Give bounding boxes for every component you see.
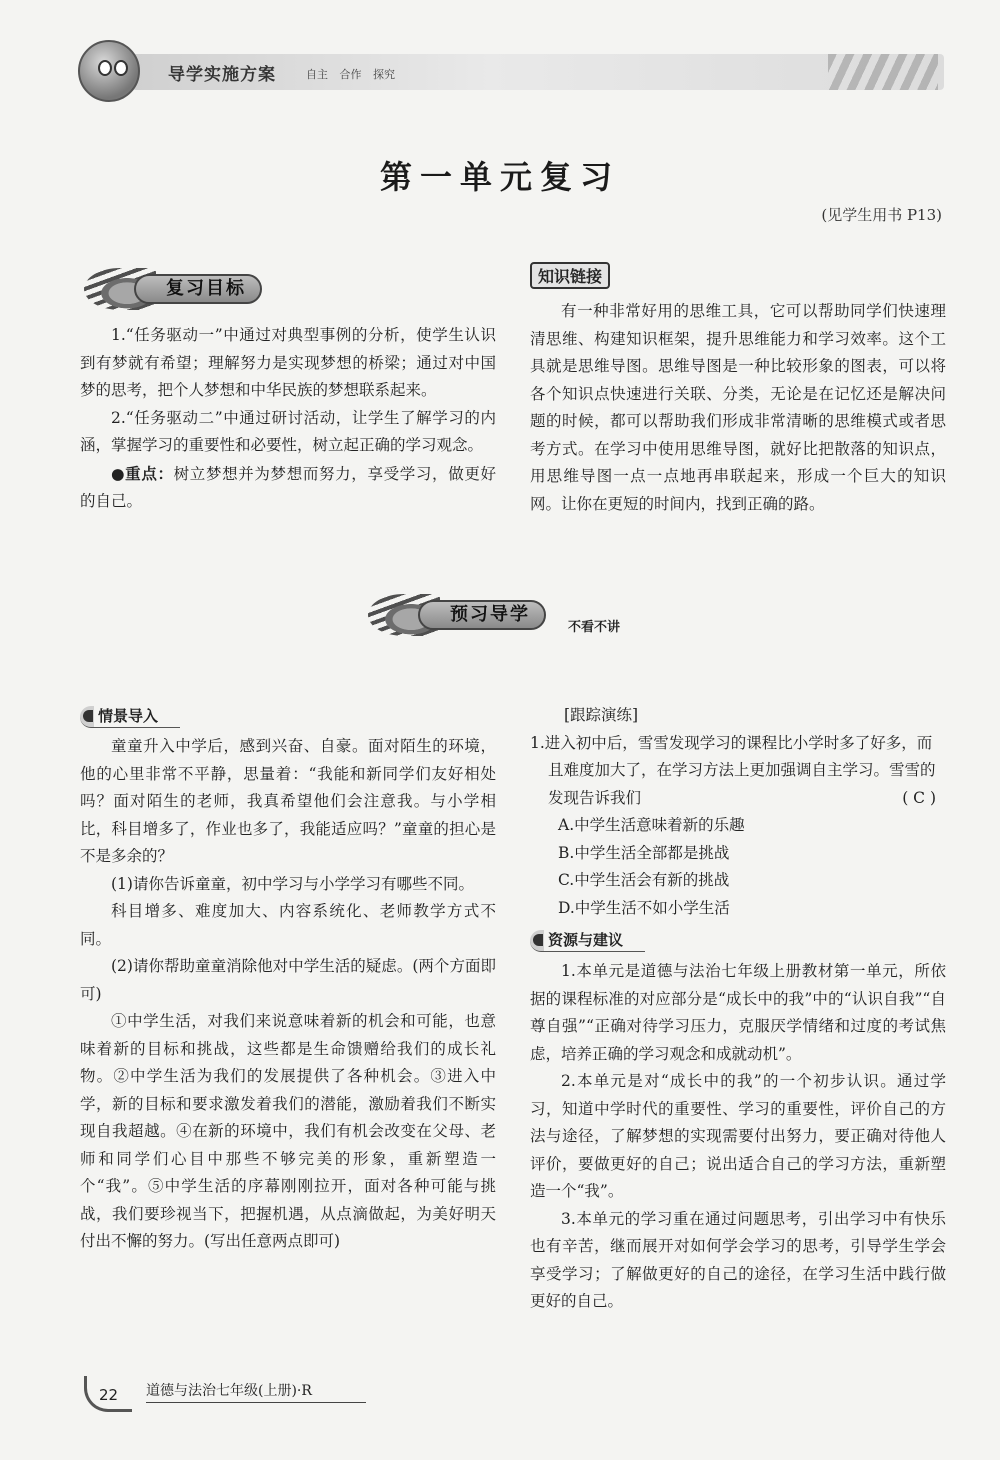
resource-2: 2.本单元是对“成长中的我”的一个初步认识。通过学习，知道中学时代的重要性、学习的重要性，评价自己的方法与途径，了解梦想的实现需要付出努力，要正确对待他人评价，要做更好的自己；说出适合自己的学习方法，重新塑造一个“我”。 xyxy=(530,1072,946,1200)
book-title: 道德与法治七年级(上册)·R xyxy=(146,1380,366,1403)
knowledge-link-paragraph: 有一种非常好用的思维工具，它可以帮助同学们快速理清思维、构建知识框架，提升思维能力和学习效率。这个工具就是思维导图。思维导图是一种比较形象的图表，可以将各个知识点快速进行关联、分类，无论是在记忆还是解决问题的时候，都可以帮助我们形成非常清晰的思维模式或者思考方式。在学习中使用思维导图，就好比把散落的知识点，用思维导图一点一点地再串联起来，形成一个巨大的知识网。让你在更短的时间内，找到正确的路。 xyxy=(530,302,946,513)
page-reference: (见学生用书 P13) xyxy=(821,206,942,224)
practice-option-b: B.中学生活全部都是挑战 xyxy=(558,843,730,862)
resource-3: 3.本单元的学习重在通过问题思考，引出学习中有快乐也有辛苦，继而展开对如何学会学习的思考，引导学生学会享受学习；了解做更好的自己的途径，在学习生活中践行做更好的自己。 xyxy=(530,1209,946,1310)
scenario-heading: 情景导入 xyxy=(80,706,180,728)
header-stripes xyxy=(828,54,938,90)
review-goals-text xyxy=(80,322,496,516)
page-header xyxy=(78,40,944,98)
practice-option-c: C.中学生活会有新的挑战 xyxy=(558,871,730,889)
preview-badge xyxy=(368,594,668,636)
page-number: 22 xyxy=(84,1376,132,1412)
header-title: 导学实施方案 xyxy=(168,65,276,85)
practice-option-a: A.中学生活意味着新的乐趣 xyxy=(558,816,745,834)
practice-heading: [跟踪演练] xyxy=(564,706,639,724)
scenario-intro: 童童升入中学后，感到兴奋、自豪。面对陌生的环境，他的心里非常不平静，思量着：“我能和新同学们友好相处吗？面对陌生的老师，我真希望他们会注意我。与小学相比，科目增多了，作业也多了，我能适应吗？”童童的担心是不是多余的？ xyxy=(80,737,496,865)
review-goal-2: 2.“任务驱动二”中通过研讨活动，让学生了解学习的内涵，掌握学习的重要性和必要性，树立起正确的学习观念。 xyxy=(80,408,496,454)
preview-tagline: 不看不讲 xyxy=(568,620,621,635)
mascot-icon xyxy=(78,40,140,102)
review-goal-1: 1.“任务驱动一”中通过对典型事例的分析，使学生认识到有梦就有希望；理解努力是实现梦想的桥梁；通过对中国梦的思考，把个人梦想和中华民族的梦想联系起来。 xyxy=(80,326,496,399)
page-title: 第一单元复习 xyxy=(379,158,620,196)
practice-answer: ( C ) xyxy=(902,788,936,807)
review-goals-badge xyxy=(84,268,314,310)
resources-heading: 资源与建议 xyxy=(530,930,645,952)
resources-text xyxy=(530,958,946,1316)
scenario-a2: ①中学生活，对我们来说意味着新的机会和可能，也意味着新的目标和挑战，这些都是生命馈赠给我们的成长礼物。②中学生活为我们的发展提供了各种机会。③进入中学，新的目标和要求激发着我们的潜能，激励着我们不断实现自我超越。④在新的环境中，我们有机会改变在父母、老师和同学们心目中那些不够完美的形象，重新塑造一个“我”。⑤中学生活的序幕刚刚拉开，面对各种可能与挑战，我们要珍视当下，把握机遇，从点滴做起，为美好明天付出不懈的努力。(写出任意两点即可) xyxy=(80,1012,496,1250)
scenario-text xyxy=(80,733,496,1256)
scenario-q2: (2)请你帮助童童消除他对中学生活的疑虑。(两个方面即可) xyxy=(80,957,496,1003)
knowledge-link-text xyxy=(530,298,946,518)
scenario-a1: 科目增多、难度加大、内容系统化、老师教学方式不同。 xyxy=(80,902,496,948)
resource-1: 1.本单元是道德与法治七年级上册教材第一单元，所依据的课程标准的对应部分是“成长中的我”中的“认识自我”“自尊自强”“正确对待学习压力，克服厌学情绪和过度的考试焦虑，培养正确的学习观念和成就动机”。 xyxy=(530,962,946,1063)
key-point-label: ●重点： xyxy=(111,463,174,483)
review-goals-heading: 复习目标 xyxy=(134,274,262,304)
preview-heading: 预习导学 xyxy=(418,600,546,630)
key-point xyxy=(80,460,496,516)
knowledge-link-heading: 知识链接 xyxy=(530,262,610,289)
practice-section xyxy=(530,702,946,922)
scenario-q1: (1)请你告诉童童，初中学习与小学学习有哪些不同。 xyxy=(111,874,474,893)
practice-question xyxy=(530,730,946,813)
key-point-text: 树立梦想并为梦想而努力，享受学习，做更好的自己。 xyxy=(80,464,496,510)
practice-option-d: D.中学生活不如小学生活 xyxy=(558,898,730,917)
header-subtitle: 自主 合作 探究 xyxy=(306,68,395,81)
practice-question-text: 1.进入初中后，雪雪发现学习的课程比小学时多了好多，而且难度加大了，在学习方法上更加强调自主学习。雪雪的发现告诉我们 xyxy=(530,733,936,807)
